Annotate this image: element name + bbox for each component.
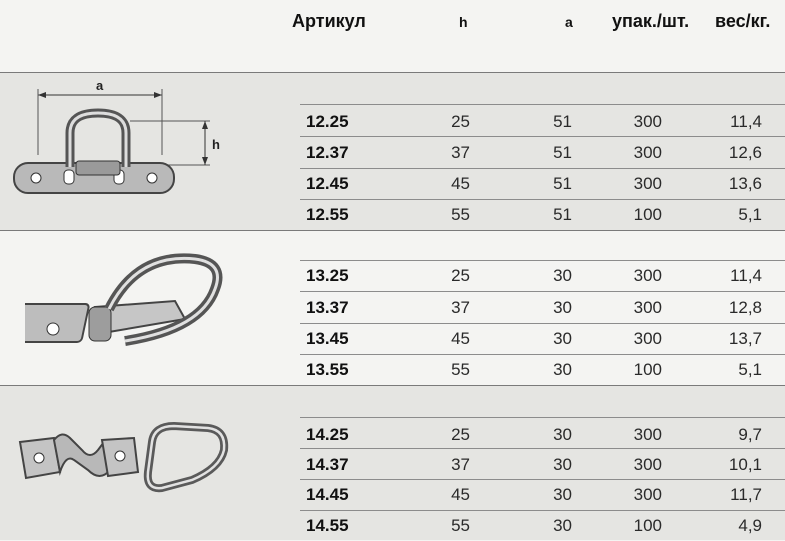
article-code: 12.25	[306, 112, 349, 131]
article-code: 14.55	[306, 516, 349, 535]
pack-value: 300	[633, 266, 662, 285]
table-row	[0, 479, 785, 510]
article-code: 13.25	[306, 266, 349, 285]
pack-value: 300	[633, 425, 662, 444]
pack-value: 300	[633, 143, 662, 162]
weight-value: 12,6	[728, 143, 762, 162]
a-value: 30	[553, 425, 572, 444]
product-group-14	[0, 386, 785, 540]
table-row	[0, 137, 785, 168]
h-value: 55	[451, 360, 470, 379]
h-value: 55	[451, 516, 470, 535]
table-row	[0, 449, 785, 480]
a-value: 51	[553, 174, 572, 193]
header-article: Артикул	[292, 11, 366, 31]
header-a: a	[565, 14, 573, 30]
pack-value: 300	[633, 112, 662, 131]
a-value: 30	[553, 266, 572, 285]
a-value: 30	[553, 329, 572, 348]
product-group-12	[0, 73, 785, 230]
product-group-13	[0, 231, 785, 384]
h-value: 55	[451, 205, 470, 224]
article-code: 12.55	[306, 205, 349, 224]
weight-value: 13,7	[728, 329, 762, 348]
a-value: 30	[553, 360, 572, 379]
weight-value: 11,7	[730, 485, 762, 504]
weight-value: 13,6	[728, 174, 762, 193]
weight-value: 11,4	[730, 266, 762, 285]
table-row	[0, 106, 785, 137]
pack-value: 300	[633, 485, 662, 504]
h-value: 37	[451, 455, 470, 474]
h-value: 25	[451, 112, 470, 131]
dim-h-label: h	[212, 137, 220, 152]
pack-value: 100	[633, 516, 662, 535]
table-row	[0, 510, 785, 541]
weight-value: 12,8	[728, 298, 762, 317]
article-code: 13.55	[306, 360, 349, 379]
article-code: 13.37	[306, 298, 349, 317]
article-code: 13.45	[306, 329, 349, 348]
a-value: 51	[553, 143, 572, 162]
header-pack: упак./шт.	[612, 11, 690, 31]
a-value: 30	[553, 298, 572, 317]
table-row	[0, 354, 785, 385]
a-value: 51	[553, 205, 572, 224]
table-row	[0, 199, 785, 230]
article-code: 14.45	[306, 485, 349, 504]
a-value: 30	[553, 516, 572, 535]
pack-value: 300	[633, 455, 662, 474]
pack-value: 100	[633, 205, 662, 224]
article-code: 14.37	[306, 455, 349, 474]
pack-value: 100	[633, 360, 662, 379]
h-value: 25	[451, 266, 470, 285]
h-value: 37	[451, 298, 470, 317]
h-value: 45	[451, 485, 470, 504]
h-value: 45	[451, 174, 470, 193]
table-row	[0, 419, 785, 450]
table-row	[0, 292, 785, 323]
h-value: 25	[451, 425, 470, 444]
table-row	[0, 168, 785, 199]
a-value: 51	[553, 112, 572, 131]
a-value: 30	[553, 455, 572, 474]
pack-value: 300	[633, 298, 662, 317]
h-value: 45	[451, 329, 470, 348]
article-code: 12.37	[306, 143, 349, 162]
weight-value: 10,1	[728, 455, 762, 474]
pack-value: 300	[633, 174, 662, 193]
pack-value: 300	[633, 329, 662, 348]
dim-a-label: a	[96, 78, 104, 93]
h-value: 37	[451, 143, 470, 162]
header-h: h	[459, 14, 468, 30]
table-row	[0, 323, 785, 354]
weight-value: 4,9	[738, 516, 762, 535]
weight-value: 5,1	[738, 360, 762, 379]
weight-value: 9,7	[738, 425, 762, 444]
a-value: 30	[553, 485, 572, 504]
table-row	[0, 260, 785, 291]
article-code: 12.45	[306, 174, 349, 193]
article-code: 14.25	[306, 425, 349, 444]
weight-value: 5,1	[738, 205, 762, 224]
table-header	[0, 0, 785, 40]
header-weight: вес/кг.	[715, 11, 771, 31]
weight-value: 11,4	[730, 112, 762, 131]
